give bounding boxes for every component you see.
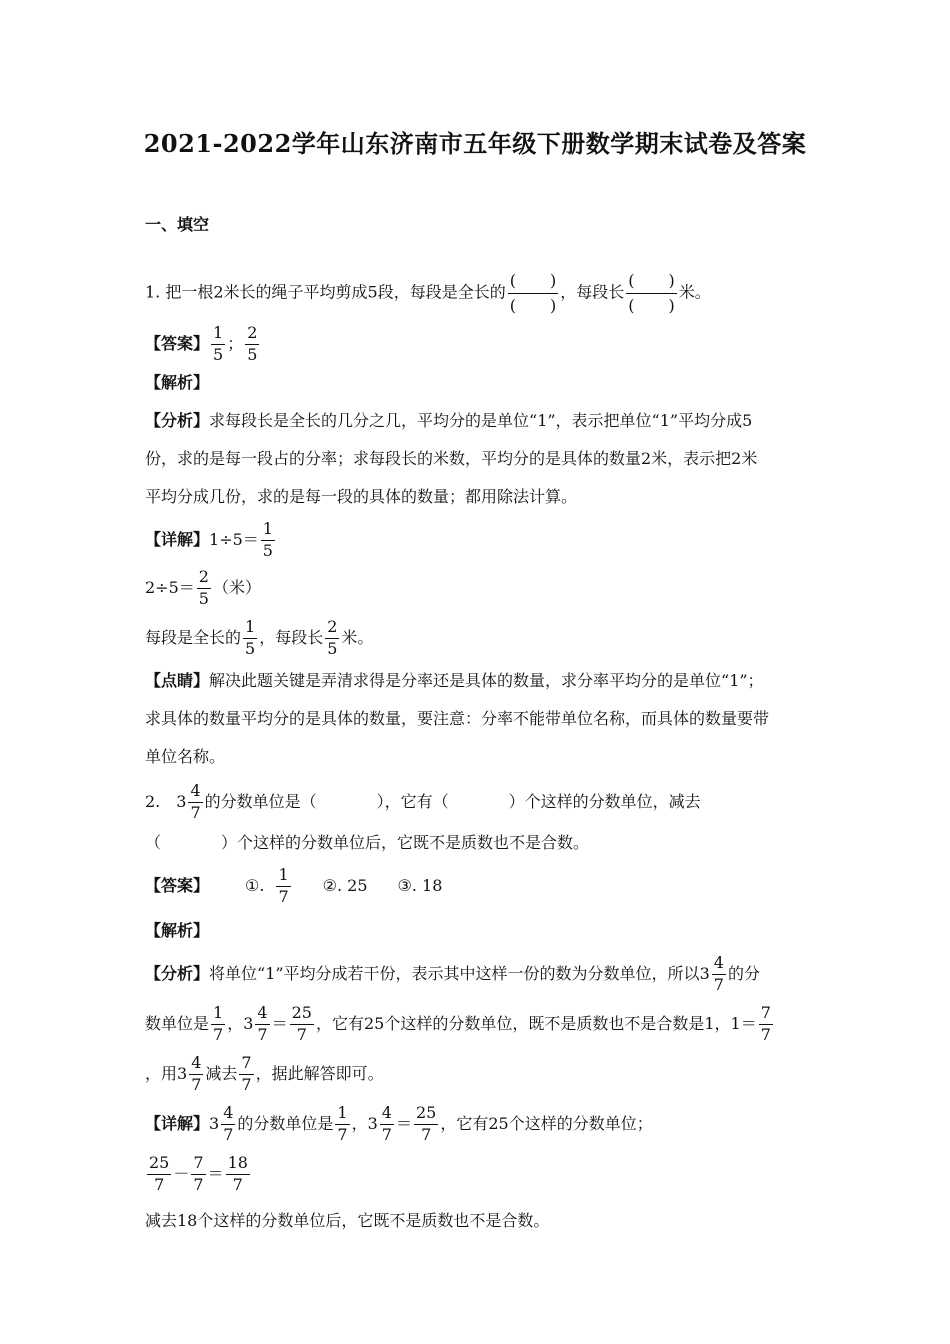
q1-blank-fraction-2: $\frac{( )}{( )}$ xyxy=(628,271,675,315)
q1-conclusion: 每段是全长的 $\frac{1}{5}$ ，每段长 $\frac{2}{5}$ 米。 xyxy=(145,617,374,658)
fraction-one-fifth: $\frac{1}{5}$ xyxy=(213,323,224,364)
fraction-two-fifths: $\frac{2}{5}$ xyxy=(327,617,338,658)
fraction-twentyfive-sevenths: $\frac{25}{7}$ xyxy=(291,1003,312,1044)
q1-fenxi-line-1: 【分析】求每段长是全长的几分之几，平均分的是单位“1”，表示把单位“1”平均分成5 xyxy=(145,411,753,430)
fraction-one-seventh: $\frac{1}{7}$ xyxy=(213,1003,224,1044)
fraction-seven-sevenths: $\frac{7}{7}$ xyxy=(760,1003,771,1044)
q2-final-statement: 减去18个这样的分数单位后，它既不是质数也不是合数。 xyxy=(145,1211,550,1230)
q1-fenxi-line-2: 份，求的是每一段占的分率；求每段长的米数，平均分的是具体的数量2米，表示把2米 xyxy=(145,449,758,468)
q1-stem xyxy=(145,272,711,314)
document-title: 2021-2022学年山东济南市五年级下册数学期末试卷及答案 xyxy=(143,129,807,158)
q1-dianjing-line-3: 单位名称。 xyxy=(145,747,226,766)
q1-stem-text-c: 米。 xyxy=(678,282,711,302)
q2-fenxi-line-3: ，用3 $\frac{4}{7}$ 减去 $\frac{7}{7}$ ，据此解答即可。 xyxy=(145,1053,384,1094)
q1-dianjing-line-2: 求具体的数量平均分的是具体的数量，要注意：分率不能带单位名称，而具体的数量要带 xyxy=(145,709,770,728)
fraction-one-seventh: $\frac{1}{7}$ xyxy=(337,1103,348,1144)
section-heading-fill-blank: 一、填空 xyxy=(145,215,210,234)
q2-analysis-tag: 【解析】 xyxy=(145,921,210,940)
fraction-seven-sevenths: $\frac{7}{7}$ xyxy=(241,1053,252,1094)
q1-detail-calc-2: 2÷5＝ $\frac{2}{5}$ （米） xyxy=(145,567,261,608)
mixed-number-three-four-sevenths: $\frac{4}{7}$ xyxy=(190,781,201,822)
mixed-number-three-four-sevenths: $\frac{4}{7}$ xyxy=(257,1003,268,1044)
fraction-twentyfive-sevenths: $\frac{25}{7}$ xyxy=(416,1103,437,1144)
answer-tag: 【答案】 xyxy=(145,333,210,353)
q2-stem-line-2: （ ）个这样的分数单位后，它既不是质数也不是合数。 xyxy=(145,833,590,852)
fraction-two-fifths: $\frac{2}{5}$ xyxy=(247,323,258,364)
mixed-number-three-four-sevenths: $\frac{4}{7}$ xyxy=(381,1103,392,1144)
q1-fenxi-line-3: 平均分成几份，求的是每一段的具体的数量；都用除法计算。 xyxy=(145,487,578,506)
q2-stem-line-1: 2. 3 $\frac{4}{7}$ 的分数单位是（ ），它有（ ）个这样的分数单位，减去 xyxy=(145,781,701,822)
q1-answer: 【答案】 $\frac{1}{5}$ ； $\frac{2}{5}$ xyxy=(145,323,258,364)
q2-detail-line-1: 【详解】3 $\frac{4}{7}$ 的分数单位是 $\frac{1}{7}$ ，3 $\frac{4}{7}$ ＝ $\frac{25}{7}$ ，它有25个这样的分数单位； xyxy=(145,1103,653,1144)
fraction-one-fifth: $\frac{1}{5}$ xyxy=(262,519,273,560)
q2-answer: 【答案】 ①. $\frac{1}{7}$ ②. 25 ③. 18 xyxy=(145,865,443,906)
q1-stem-text-b: ，每段长 xyxy=(560,282,625,302)
fraction-eighteen-sevenths: $\frac{18}{7}$ xyxy=(227,1153,248,1194)
q1-stem-text-a: 1. 把一根2米长的绳子平均剪成5段，每段是全长的 xyxy=(145,282,506,302)
q2-fenxi-line-1: 【分析】将单位“1”平均分成若干份，表示其中这样一份的数为分数单位，所以3 $\frac{4}{7}$ 的分 xyxy=(145,953,760,994)
q1-dianjing-line-1: 【点睛】解决此题关键是弄清求得是分率还是具体的数量，求分率平均分的是单位“1”； xyxy=(145,671,764,690)
fraction-one-fifth: $\frac{1}{5}$ xyxy=(245,617,256,658)
mixed-number-three-four-sevenths: $\frac{4}{7}$ xyxy=(713,953,724,994)
q2-fenxi-line-2: 数单位是 $\frac{1}{7}$ ，3 $\frac{4}{7}$ ＝ $\frac{25}{7}$ ，它有25个这样的分数单位，既不是质数也不是合数是1，1＝ $\frac{7}{7}$ xyxy=(145,1003,771,1044)
q2-detail-equation: $\frac{25}{7}$ － $\frac{7}{7}$ ＝ $\frac{18}{7}$ xyxy=(149,1153,248,1194)
fraction-two-fifths: $\frac{2}{5}$ xyxy=(198,567,209,608)
fraction-one-seventh: $\frac{1}{7}$ xyxy=(278,865,289,906)
q1-detail-calc-1: 【详解】1÷5＝ $\frac{1}{5}$ xyxy=(145,519,273,560)
q1-blank-fraction-1: $\frac{( )}{( )}$ xyxy=(509,271,557,315)
fraction-twentyfive-sevenths: $\frac{25}{7}$ xyxy=(149,1153,170,1194)
fraction-seven-sevenths: $\frac{7}{7}$ xyxy=(193,1153,204,1194)
q1-analysis-tag: 【解析】 xyxy=(145,373,210,392)
mixed-number-three-four-sevenths: $\frac{4}{7}$ xyxy=(223,1103,234,1144)
mixed-number-three-four-sevenths: $\frac{4}{7}$ xyxy=(191,1053,202,1094)
